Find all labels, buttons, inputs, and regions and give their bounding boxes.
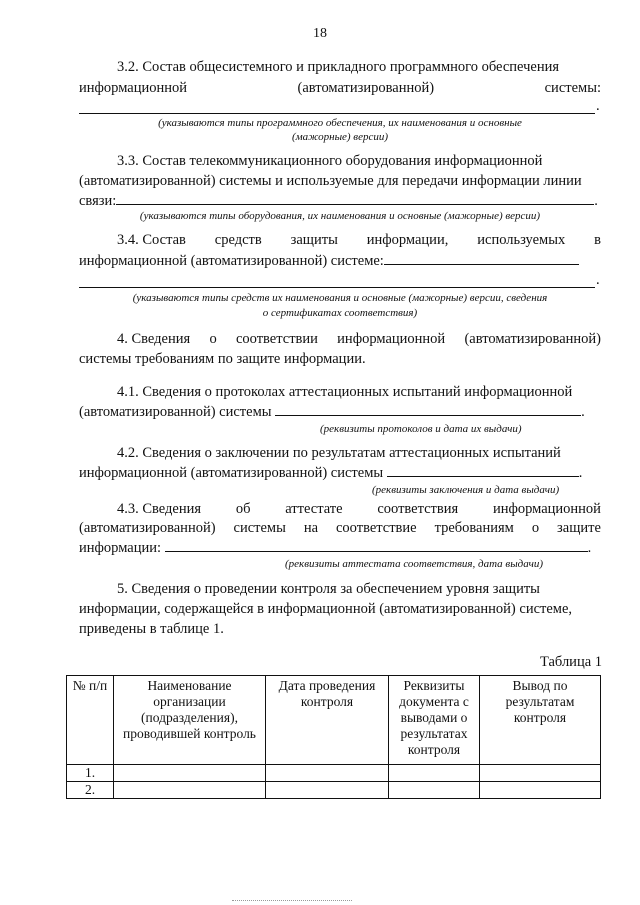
header-date: Дата проведения контроля (266, 676, 389, 765)
word: (автоматизированной) (464, 331, 601, 347)
word: информационной (79, 80, 188, 96)
section-4-2-line1: 4.2. Сведения о заключении по результатам аттестационных испытаний (117, 445, 561, 461)
table-row (67, 765, 601, 782)
table-cell (114, 782, 266, 799)
word: информационной (492, 501, 601, 517)
scan-edge-mark (232, 900, 352, 901)
table-cell (480, 782, 601, 799)
table-row (67, 782, 601, 799)
section-4-1-line2 (79, 403, 585, 421)
table-cell (114, 765, 266, 782)
fill-line (275, 403, 581, 416)
section-4-1-line1: 4.1. Сведения о протоколах аттестационных испытаний информационной (117, 384, 573, 400)
word: аттестате (285, 501, 343, 517)
word: на (303, 520, 319, 536)
line-prefix: (автоматизированной) системы (79, 404, 272, 420)
word: используемых (477, 232, 566, 248)
end-mark: . (594, 193, 598, 209)
line-prefix: информационной (автоматизированной) системе: (79, 253, 384, 269)
section-3-3-line3 (79, 192, 598, 210)
word: защиты (290, 232, 338, 248)
section-5-line3: приведены в таблице 1. (79, 621, 224, 637)
end-mark: . (596, 98, 600, 114)
end-mark: . (578, 465, 583, 481)
line-prefix: информационной (автоматизированной) системы (79, 465, 384, 481)
section-3-3-line1: 3.3. Состав телекоммуникационного оборудования информационной (117, 153, 543, 169)
section-5-line1: 5. Сведения о проведении контроля за обеспечением уровня защиты (117, 581, 540, 597)
line-prefix: информации: (79, 540, 162, 556)
section-3-4-note-line2: о сертификатах соответствия) (262, 307, 418, 319)
section-3-3-note: (указываются типы оборудования, их наименования и основные (мажорные) версии) (139, 210, 541, 222)
table-cell (389, 782, 480, 799)
word: об (235, 501, 251, 517)
control-table (66, 675, 601, 799)
fill-line (165, 539, 588, 552)
section-3-4-line2 (79, 252, 579, 270)
section-3-2-line1: 3.2. Состав общесистемного и прикладного программного обеспечения (117, 59, 560, 75)
section-3-4-line1 (117, 231, 601, 249)
table-caption: Таблица 1 (540, 654, 603, 670)
end-mark: . (581, 404, 585, 420)
section-4-2-line2 (79, 464, 582, 482)
section-3-2-line2 (79, 79, 601, 97)
word: 4. Сведения (117, 331, 191, 347)
section-4-2-note: (реквизиты заключения и дата выдачи) (372, 484, 560, 496)
fill-line (79, 113, 595, 114)
section-4-3-line1 (117, 500, 601, 518)
section-4-3-note: (реквизиты аттестата соответствия, дата выдачи) (285, 558, 543, 570)
table-cell (266, 765, 389, 782)
row-number: 2. (67, 782, 114, 799)
header-conclusion: Вывод по результатам контроля (480, 676, 601, 765)
section-4-3-line2 (79, 519, 601, 537)
section-3-4-note-line1: (указываются типы средств их наименования и основные (мажорные) версии, сведения (132, 292, 548, 304)
section-4-1-note: (реквизиты протоколов и дата их выдачи) (320, 423, 522, 435)
word: соответствии (235, 331, 318, 347)
table-cell (480, 765, 601, 782)
table-header-row (67, 676, 601, 765)
fill-line (116, 192, 594, 205)
word: информации, (366, 232, 449, 248)
word: информационной (337, 331, 446, 347)
section-4-line2: системы требованиям по защите информации. (79, 351, 366, 367)
section-5-line2: информации, содержащейся в информационной (автоматизированной) системе, (79, 601, 573, 617)
end-mark: . (587, 540, 592, 556)
word: 4.3. Сведения (117, 501, 202, 517)
header-number: № п/п (67, 676, 114, 765)
section-4-3-line3 (79, 539, 591, 557)
line-prefix: связи: (79, 193, 117, 209)
table-cell (266, 782, 389, 799)
word: (автоматизированной) (79, 520, 216, 536)
word: в (594, 232, 601, 248)
word: (автоматизированной) (297, 80, 435, 96)
word: о (531, 520, 540, 536)
header-document: Реквизиты документа с выводами о результатах контроля (389, 676, 480, 765)
word: системы: (544, 80, 601, 96)
section-3-3-line2: (автоматизированной) системы и используемые для передачи информации линии (79, 173, 582, 189)
word: о (209, 331, 217, 347)
header-organization: Наименование организации (подразделения), проводившей контроль (114, 676, 266, 765)
word: требованиям (434, 520, 514, 536)
row-number: 1. (67, 765, 114, 782)
fill-line (387, 464, 579, 477)
word: системы (233, 520, 286, 536)
section-3-2-note-line1: (указываются типы программного обеспечения, их наименования и основные (158, 117, 522, 129)
fill-line (79, 287, 595, 288)
section-4-line1 (117, 330, 601, 348)
table-cell (389, 765, 480, 782)
end-mark: . (596, 272, 600, 288)
word: соответствия (377, 501, 459, 517)
page-number: 18 (313, 26, 327, 41)
section-3-2-note-line2: (мажорные) версии) (291, 131, 389, 143)
word: 3.4. Состав (117, 232, 186, 248)
word: защите (557, 520, 601, 536)
fill-line (384, 252, 579, 265)
word: соответствие (335, 520, 417, 536)
word: средств (214, 232, 262, 248)
